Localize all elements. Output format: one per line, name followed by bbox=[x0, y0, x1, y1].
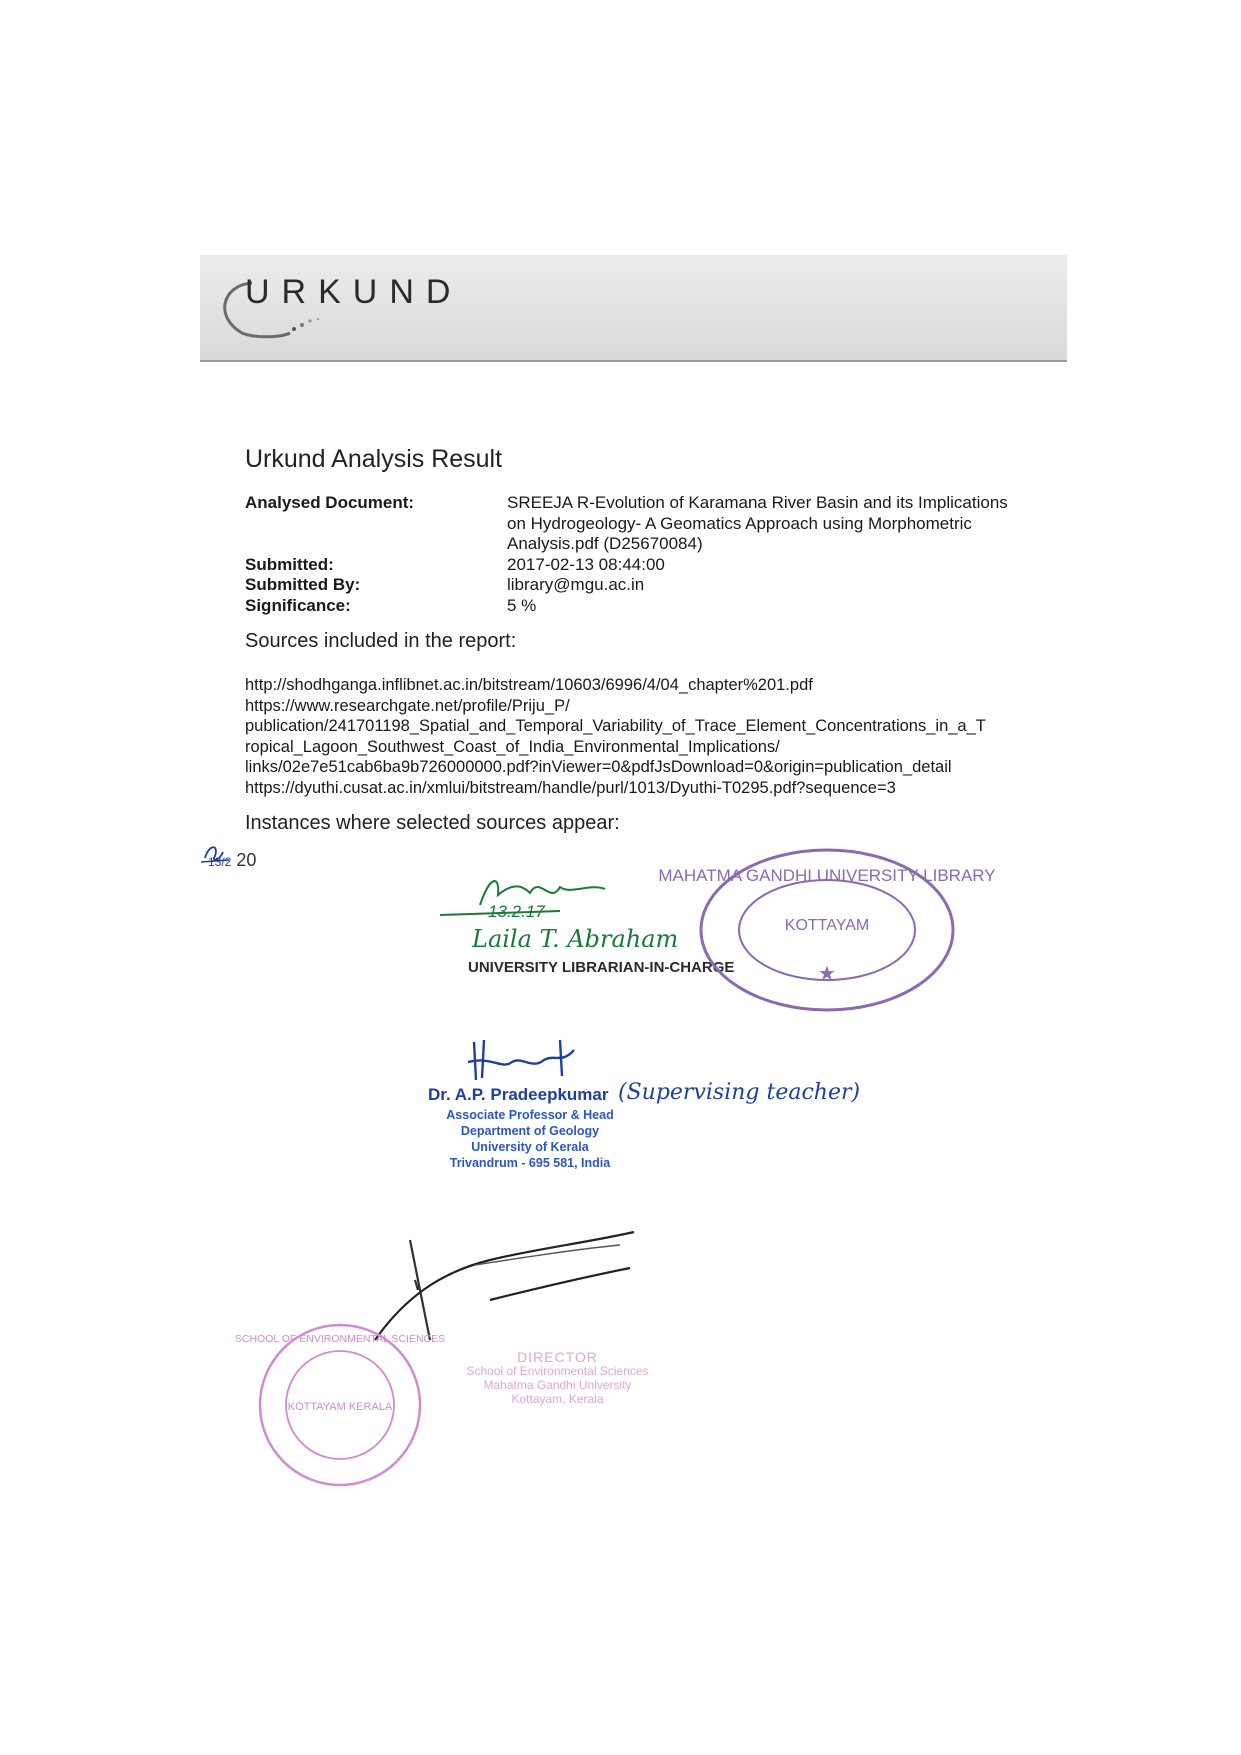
env-stamp-center: KOTTAYAM KERALA bbox=[287, 1401, 393, 1413]
meta-value bbox=[507, 493, 1075, 555]
meta-row-significance bbox=[245, 596, 1075, 617]
sources-list bbox=[245, 675, 1075, 798]
director-stamp-line: DIRECTOR bbox=[517, 1349, 598, 1365]
analysis-metadata bbox=[245, 493, 1075, 616]
director-stamp-line: Mahatma Gandhi University bbox=[483, 1378, 632, 1392]
sources-heading: Sources included in the report: bbox=[245, 630, 517, 652]
instances-count-value: 20 bbox=[236, 850, 257, 870]
librarian-title: UNIVERSITY LIBRARIAN-IN-CHARGE bbox=[468, 959, 735, 976]
initials-date: 13/2 bbox=[208, 855, 232, 869]
library-stamp-text: MAHATMA GANDHI UNIVERSITY LIBRARY bbox=[658, 866, 996, 885]
env-stamp-text: SCHOOL OF ENVIRONMENTAL SCIENCES bbox=[234, 1333, 446, 1345]
meta-value: 2017-02-13 08:44:00 bbox=[507, 554, 665, 574]
source-line: https://www.researchgate.net/profile/Priju_P/ bbox=[245, 696, 570, 715]
meta-row-submitted bbox=[245, 555, 1075, 576]
urkund-logo-dots-icon bbox=[290, 315, 330, 335]
instances-heading: Instances where selected sources appear: bbox=[245, 812, 620, 834]
meta-value-line: SREEJA R-Evolution of Karamana River Basin and its Implications bbox=[507, 493, 1008, 512]
meta-value-line: on Hydrogeology- A Geomatics Approach using Morphometric bbox=[507, 513, 972, 533]
meta-label: Submitted By: bbox=[245, 575, 361, 594]
supervisor-handwritten-note: (Supervising teacher) bbox=[618, 1080, 861, 1105]
meta-value: library@mgu.ac.in bbox=[507, 575, 645, 594]
supervisor-name: Dr. A.P. Pradeepkumar bbox=[428, 1085, 609, 1104]
source-line: links/02e7e51cab6ba9b726000000.pdf?inViewer=0&pdfJsDownload=0&origin=publication_detail bbox=[245, 758, 952, 776]
librarian-handwritten-name: Laila T. Abraham bbox=[472, 925, 679, 953]
urkund-logo-text: URKUND bbox=[245, 273, 463, 311]
university-library-stamp bbox=[658, 845, 996, 1020]
source-line: https://dyuthi.cusat.ac.in/xmlui/bitstream/handle/purl/1013/Dyuthi-T0295.pdf?sequence=3 bbox=[245, 778, 896, 797]
librarian-handwritten-date: 13.2.17 bbox=[488, 902, 545, 921]
director-stamp bbox=[450, 1350, 665, 1406]
source-line: publication/241701198_Spatial_and_Temporal_Variability_of_Trace_Element_Concentrations_in_a_T bbox=[245, 717, 986, 735]
supervisor-detail-line: University of Kerala bbox=[471, 1140, 589, 1154]
supervisor-details bbox=[430, 1107, 630, 1171]
supervisor-signature-icon bbox=[462, 1030, 592, 1090]
meta-label: Submitted: bbox=[245, 554, 334, 574]
meta-value: 5 % bbox=[507, 595, 537, 615]
meta-row-analysed-document bbox=[245, 493, 1075, 555]
library-stamp-center: KOTTAYAM bbox=[784, 917, 870, 934]
supervisor-detail-line: Department of Geology bbox=[460, 1124, 600, 1138]
director-stamp-line: Kottayam, Kerala bbox=[511, 1392, 604, 1406]
meta-row-submitted-by bbox=[245, 575, 1075, 596]
supervisor-detail-line: Associate Professor & Head bbox=[446, 1108, 614, 1122]
meta-label: Analysed Document: bbox=[245, 493, 415, 512]
source-line: http://shodhganga.inflibnet.ac.in/bitstream/10603/6996/4/04_chapter%201.pdf bbox=[245, 676, 813, 694]
source-line: ropical_Lagoon_Southwest_Coast_of_India_Environmental_Implications/ bbox=[245, 737, 780, 756]
library-stamp-icon bbox=[658, 845, 996, 1015]
environmental-sciences-stamp bbox=[234, 1320, 446, 1495]
director-stamp-line: School of Environmental Sciences bbox=[466, 1364, 649, 1378]
svg-text:★: ★ bbox=[818, 961, 836, 985]
meta-label: Significance: bbox=[245, 595, 351, 615]
meta-value-line: Analysis.pdf (D25670084) bbox=[507, 534, 703, 553]
env-stamp-icon bbox=[234, 1320, 446, 1490]
instances-count bbox=[208, 850, 256, 871]
supervisor-detail-line: Trivandrum - 695 581, India bbox=[449, 1156, 611, 1170]
page-title: Urkund Analysis Result bbox=[245, 445, 503, 473]
urkund-header-band bbox=[200, 255, 1067, 362]
